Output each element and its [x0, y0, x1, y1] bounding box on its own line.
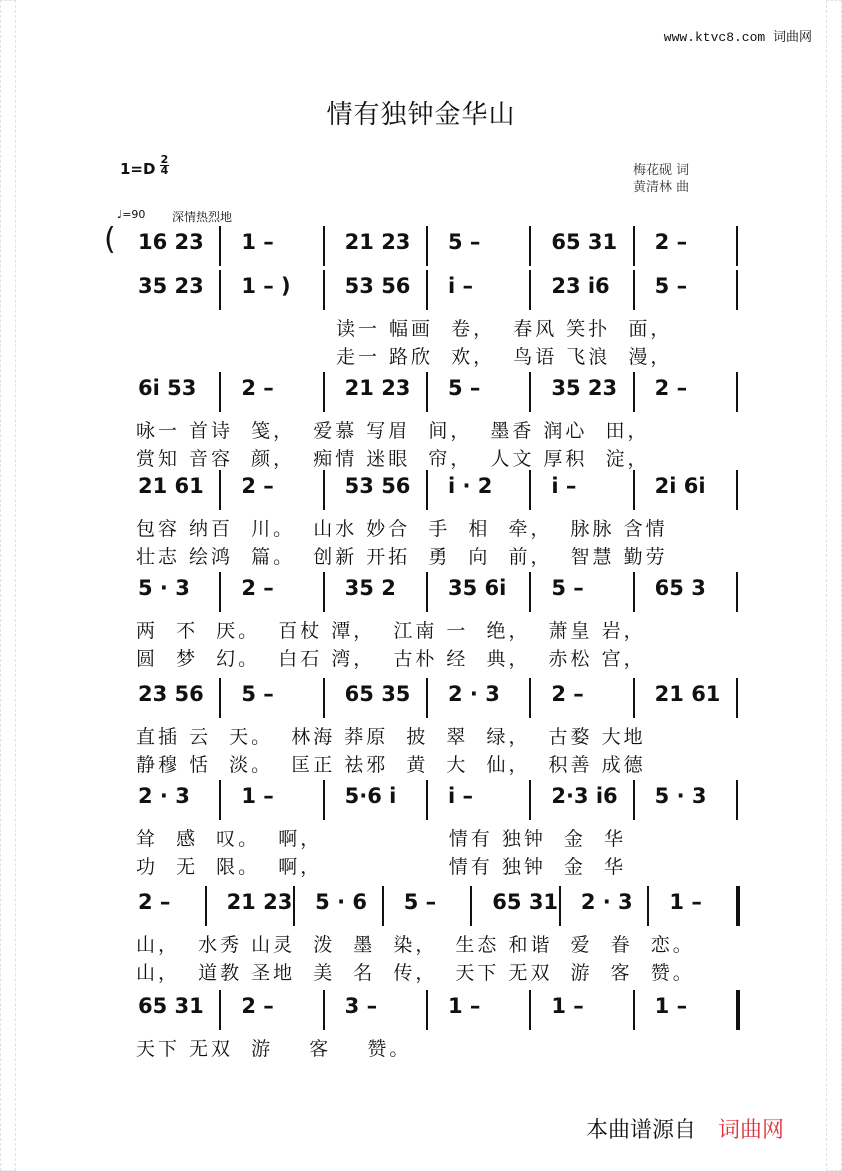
measure: 2 · 3	[448, 682, 500, 706]
lyric-text: 耸 感 叹。 啊， 情有 独钟 金 华	[136, 828, 626, 850]
measure: 2 –	[138, 890, 171, 914]
bar-line	[736, 470, 738, 510]
bar-line	[633, 678, 635, 718]
bar-line	[633, 572, 635, 612]
bar-line	[219, 678, 221, 718]
notation-row	[0, 270, 842, 310]
bar-line	[219, 990, 221, 1030]
measure: 5·6 i	[344, 784, 397, 808]
measure: 1 – )	[241, 274, 291, 298]
lyric-text: 天下 无双 游 客 赞。	[136, 1038, 412, 1060]
measure: 2 –	[654, 230, 688, 254]
bar-line	[633, 990, 635, 1030]
measure: 16 23	[138, 230, 204, 254]
measure: 65 31	[492, 890, 559, 914]
lyric-text: 赏知 音容 颜， 痴情 迷眼 帘， 人文 厚积 淀，	[136, 448, 650, 470]
bar-line	[323, 470, 325, 510]
bar-line	[529, 678, 531, 718]
bar-line	[633, 372, 635, 412]
bar-line	[426, 372, 428, 412]
measure: 1 –	[654, 994, 688, 1018]
site-header: www.ktvc8.com 词曲网	[663, 30, 812, 45]
bar-line	[736, 226, 738, 266]
lyric-row	[0, 824, 842, 848]
bar-line	[219, 226, 221, 266]
bar-line	[323, 372, 325, 412]
measure: 5 –	[551, 576, 584, 600]
measure: 65 31	[551, 230, 618, 254]
measure: 5 –	[448, 230, 481, 254]
notation-row	[0, 780, 842, 820]
measure: 23 i6	[551, 274, 610, 298]
lyric-text: 静穆 恬 淡。 匡正 祛邪 黄 大 仙， 积善 成德	[136, 754, 646, 776]
time-signature	[160, 155, 169, 176]
source-footer	[586, 1113, 784, 1144]
measure: 35 6i	[448, 576, 507, 600]
notation-row	[0, 886, 842, 926]
notation-row	[0, 372, 842, 412]
notation-row	[0, 222, 842, 266]
lyric-row	[0, 514, 842, 538]
lyric-row	[0, 852, 842, 876]
lyricist-credit: 梅花砚 词	[633, 163, 690, 178]
bar-line	[426, 678, 428, 718]
bar-line	[219, 270, 221, 310]
measure: 1 –	[448, 994, 481, 1018]
bar-line	[633, 780, 635, 820]
measure: 2i 6i	[654, 474, 706, 498]
bar-line	[736, 886, 740, 926]
bar-line	[426, 270, 428, 310]
bar-line	[426, 990, 428, 1030]
source-brand: 词曲网	[718, 1118, 785, 1143]
measure: 1 –	[241, 230, 274, 254]
lyric-row	[0, 722, 842, 746]
measure: 5 · 6	[315, 890, 367, 914]
bar-line	[736, 678, 738, 718]
lyric-text: 读一 幅画 卷， 春风 笑扑 面，	[336, 318, 673, 340]
measure: 2 –	[241, 474, 274, 498]
lyric-row	[0, 750, 842, 774]
lyric-text: 山， 水秀 山灵 泼 墨 染， 生态 和谐 爱 眷 恋。	[136, 934, 695, 956]
measure: 5 –	[448, 376, 481, 400]
measure: 2 –	[241, 994, 274, 1018]
measure: 1 –	[669, 890, 702, 914]
source-label: 本曲谱源自	[586, 1118, 697, 1143]
bar-line	[426, 572, 428, 612]
measure: 5 –	[241, 682, 274, 706]
measure: 53 56	[344, 474, 411, 498]
notation-row	[0, 470, 842, 510]
key-signature: 1=D	[120, 160, 156, 178]
bar-line	[323, 270, 325, 310]
song-title: 情有独钟金华山	[326, 100, 516, 130]
bar-line	[529, 270, 531, 310]
bar-line	[293, 886, 295, 926]
bar-line	[205, 886, 207, 926]
measure: 35 2	[344, 576, 396, 600]
bar-line	[470, 886, 472, 926]
bar-line	[529, 572, 531, 612]
lyric-text: 圆 梦 幻。 白石 湾， 古朴 经 典， 赤松 宫，	[136, 648, 646, 670]
bar-line	[529, 372, 531, 412]
lyric-text: 咏一 首诗 笺， 爱慕 写眉 间， 墨香 润心 田，	[136, 420, 650, 442]
lyric-text: 包容 纳百 川。 山水 妙合 手 相 牵， 脉脉 含情	[136, 518, 668, 540]
measure: 23 56	[138, 682, 204, 706]
bar-line	[647, 886, 649, 926]
measure: 5 –	[654, 274, 688, 298]
measure: 65 3	[654, 576, 706, 600]
tempo-marking: ♩=90	[117, 208, 146, 221]
measure: 21 61	[138, 474, 204, 498]
bar-line	[559, 886, 561, 926]
bar-line	[323, 572, 325, 612]
bar-line	[736, 990, 740, 1030]
notation-row	[0, 990, 842, 1030]
measure: 21 61	[654, 682, 721, 706]
measure: 3 –	[344, 994, 378, 1018]
measure: 1 –	[551, 994, 584, 1018]
measure: 5 · 3	[138, 576, 190, 600]
lyric-row	[0, 342, 842, 366]
lyric-text: 壮志 绘鸿 篇。 创新 开拓 勇 向 前， 智慧 勤劳	[136, 546, 668, 568]
time-signature-top: 2	[160, 153, 169, 166]
lyric-row	[0, 1034, 842, 1058]
measure: 2 –	[654, 376, 688, 400]
bar-line	[323, 226, 325, 266]
bar-line	[323, 990, 325, 1030]
bar-line	[219, 470, 221, 510]
measure: 5 · 3	[654, 784, 707, 808]
measure: 2 · 3	[138, 784, 190, 808]
measure: 2 –	[241, 576, 274, 600]
bar-line	[219, 572, 221, 612]
bar-line	[426, 470, 428, 510]
time-signature-bottom: 4	[160, 164, 169, 177]
measure: 2 –	[551, 682, 584, 706]
measure: 21 23	[344, 230, 411, 254]
bar-line	[219, 780, 221, 820]
measure: 2 · 3	[580, 890, 633, 914]
lyric-row	[0, 314, 842, 338]
lyric-row	[0, 930, 842, 954]
bar-line	[529, 780, 531, 820]
measure: 2·3 i6	[551, 784, 618, 808]
lyric-row	[0, 542, 842, 566]
measure: 65 35	[344, 682, 411, 706]
bar-line	[633, 470, 635, 510]
bar-line	[323, 780, 325, 820]
measure: 35 23	[551, 376, 618, 400]
bar-line	[529, 470, 531, 510]
credits	[633, 162, 689, 196]
bar-line	[736, 780, 738, 820]
lyric-text: 山， 道教 圣地 美 名 传， 天下 无双 游 客 赞。	[136, 962, 695, 984]
lyric-text: 直插 云 天。 林海 莽原 披 翠 绿， 古婺 大地	[136, 726, 646, 748]
bar-line	[529, 226, 531, 266]
bar-line	[219, 372, 221, 412]
bar-line	[529, 990, 531, 1030]
repeat-paren: (	[104, 222, 116, 257]
measure: 5 –	[403, 890, 437, 914]
measure: i –	[551, 474, 577, 498]
notation-row	[0, 572, 842, 612]
bar-line	[736, 572, 738, 612]
lyric-text: 走一 路欣 欢， 鸟语 飞浪 漫，	[336, 346, 673, 368]
bar-line	[382, 886, 384, 926]
lyric-text: 功 无 限。 啊， 情有 独钟 金 华	[136, 856, 626, 878]
measure: i · 2	[448, 474, 493, 498]
expression-marking: 深情热烈地	[172, 210, 233, 224]
measure: 21 23	[226, 890, 293, 914]
lyric-text: 两 不 厌。 百杖 潭， 江南 一 绝， 萧皇 岩，	[136, 620, 646, 642]
measure: 6i 53	[138, 376, 197, 400]
bar-line	[323, 678, 325, 718]
bar-line	[426, 226, 428, 266]
composer-credit: 黄清林 曲	[633, 180, 690, 195]
measure: 1 –	[241, 784, 274, 808]
measure: 21 23	[344, 376, 411, 400]
lyric-row	[0, 644, 842, 668]
bar-line	[736, 270, 738, 310]
lyric-row	[0, 616, 842, 640]
lyric-row	[0, 958, 842, 982]
measure: 35 23	[138, 274, 204, 298]
bar-line	[736, 372, 738, 412]
bar-line	[633, 270, 635, 310]
lyric-row	[0, 416, 842, 440]
measure: 65 31	[138, 994, 204, 1018]
measure: 2 –	[241, 376, 274, 400]
bar-line	[633, 226, 635, 266]
measure: i –	[448, 274, 474, 298]
lyric-row	[0, 444, 842, 468]
measure: i –	[448, 784, 474, 808]
measure: 53 56	[344, 274, 411, 298]
bar-line	[426, 780, 428, 820]
notation-row	[0, 678, 842, 718]
